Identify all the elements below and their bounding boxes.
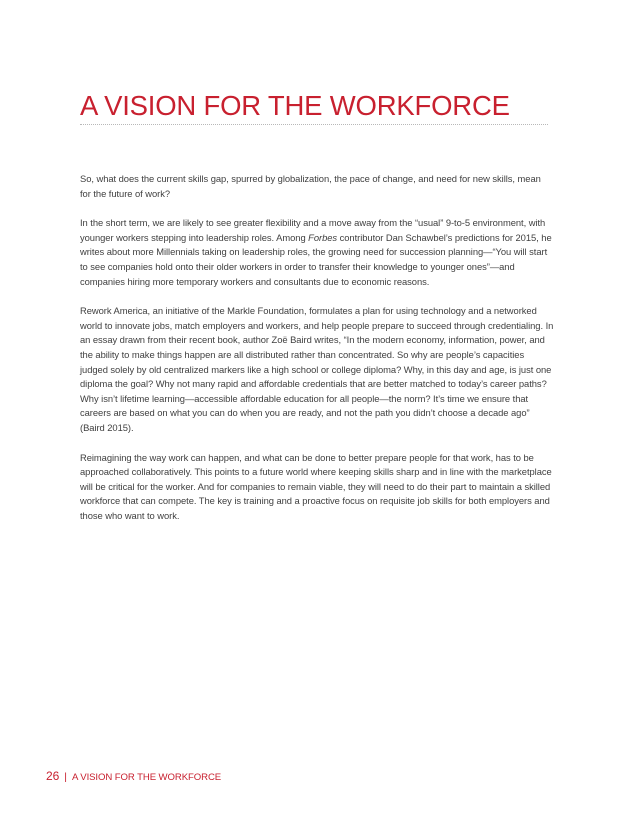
page-footer	[46, 769, 221, 785]
footer-section-name: A VISION FOR THE WORKFORCE	[71, 772, 222, 783]
paragraph-3: Rework America, an initiative of the Markle Foundation, formulates a plan for using technology and a networked world to innovate jobs, match employers and workers, and help people prepare to succeed through credentialing. In an essay drawn from their recent book, author Zoë Baird writes, “In the modern economy, information, power, and the ability to make things happen are all distributed rather than concentrated. So why are people’s capacities judged solely by old centralized markers like a high school or college diploma? Why, in this day and age, is just one diploma the goal? Why not many rapid and affordable credentials that are better matched to today’s career paths? Why isn’t lifetime learning—accessible affordable education for all people—the norm? It’s time we ensure that careers are based on what you can do when you are ready, and not the path you didn’t choose a decade ago” (Baird 2015).	[80, 305, 554, 433]
paragraph-2	[80, 216, 554, 289]
paragraph-2-text-start: In the short term, we are likely to see greater flexibility and a move away from the “usual” 9-to-5 environment, with younger workers stepping into leadership roles. Among	[80, 217, 546, 243]
page-number: 26	[46, 769, 60, 783]
paragraph-4: Reimagining the way work can happen, and what can be done to better prepare people for that work, has to be approached collaboratively. This points to a future world where keeping skills sharp and in line with the marketplace will be critical for the worker. And for companies to remain viable, they will need to do their part to maintain a skilled workforce that can compete. The key is training and a proactive focus on requisite job skills for both employers and those who want to work.	[80, 451, 552, 521]
footer-separator: |	[64, 771, 68, 783]
page-title: A VISION FOR THE WORKFORCE	[80, 90, 510, 121]
paragraph-1: So, what does the current skills gap, spurred by globalization, the pace of change, and need for new skills, mean for the future of work?	[80, 173, 541, 199]
body-text	[80, 172, 554, 523]
publication-name: Forbes	[308, 231, 338, 243]
heading-section	[80, 90, 548, 125]
paragraph-2-text-end: contributor Dan Schawbel’s predictions for 2015, he writes about more Millennials taking on leadership roles, the growing need for succession planning—“You will start to see companies hold onto their older workers in order to transfer their knowledge to younger ones”—and companies hiring more temporary workers and consultants due to economic reasons.	[80, 231, 552, 287]
